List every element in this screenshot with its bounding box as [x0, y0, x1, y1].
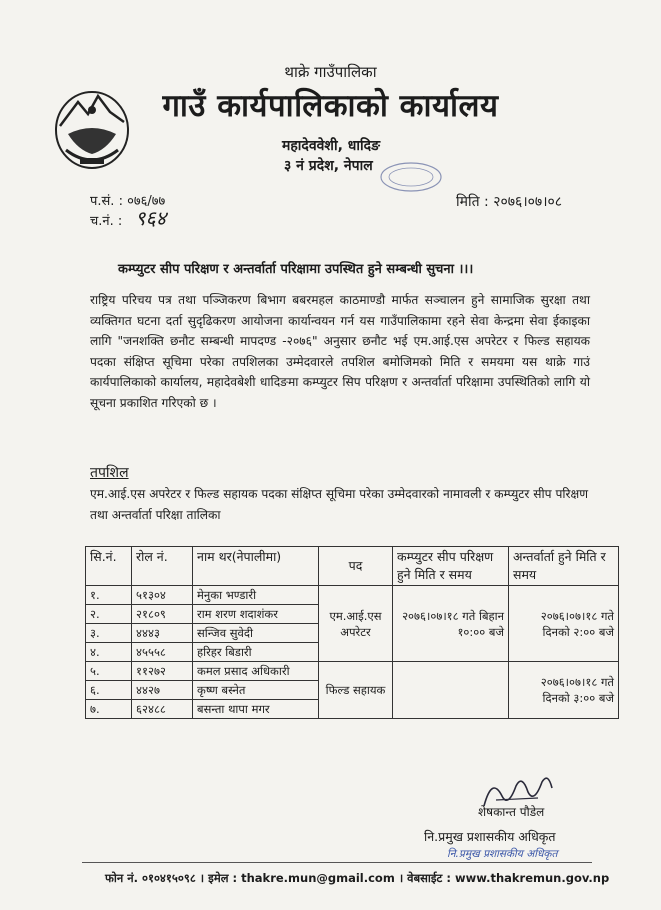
cell-name: बसन्ता थापा मगर	[193, 700, 319, 719]
cell-sn: ४.	[86, 643, 132, 662]
cell-sn: ६.	[86, 681, 132, 700]
signatory-designation: नि.प्रमुख प्रशासकीय अधिकृत	[424, 829, 556, 844]
org-title: गाउँ कार्यपालिकाको कार्यालय	[162, 88, 499, 124]
cell-interview-group1: २०७६।०७।१८ गते दिनको २:०० बजे	[509, 586, 619, 662]
body-paragraph: राष्ट्रिय परिचय पत्र तथा पञ्जिकरण बिभाग बबरमहल काठमाण्डौ मार्फत सञ्चालन हुने सामाजिक सुरक्षा तथा व्यक्तिगत घटना दर्ता सुदृढिकरण आयोजना कार्यान्वयन गर्न यस गाउँपालिकामा रहने सेवा केन्द्रमा सेवा ईकाइका लागि "जनशक्ति छनौट सम्बन्धी मापदण्ड -२०७६" अनुसार छनौट भई एम.आई.एस अपरेटर र फिल्ड सहायक पदका संक्षिप्त सूचिमा परेका तपशिलका उम्मेदवारले तपशिल बमोजिमको मिति र समयमा यस थाक्रे गाउं कार्यपालिकाको कार्यालय, महादेवबेशी धादिङमा कम्प्युटर सिप परिक्षण र अन्तर्वार्ता परिक्षामा उपस्थितिको लागि यो सूचना प्रकाशित गरिएको छ ।	[90, 293, 590, 410]
dispatch-number-label: च.नं. :	[90, 214, 123, 229]
cell-roll: ६२४८८	[132, 700, 193, 719]
col-interview-header: अन्तर्वार्ता हुने मिति र समय	[509, 547, 619, 586]
footer-contact: फोन नं. ०१०४१५०९८ । इमेल : thakre.mun@gmail.com । वेबसाईट : www.thakremun.gov.np	[105, 871, 610, 885]
table-row	[86, 662, 619, 681]
details-heading: तपशिल	[90, 465, 129, 481]
cell-name: कृष्ण बस्नेत	[193, 681, 319, 700]
reference-number: प.सं. : ०७६/७७	[90, 194, 166, 209]
cell-sn: ७.	[86, 700, 132, 719]
cell-name: मेनुका भण्डारी	[193, 586, 319, 605]
cell-post-group2: फिल्ड सहायक	[319, 662, 393, 719]
cell-name: हरिहर बिडारी	[193, 643, 319, 662]
cell-sn: ३.	[86, 624, 132, 643]
candidate-table	[85, 546, 619, 719]
cell-name: सन्जिव सुवेदी	[193, 624, 319, 643]
org-subtitle: थाक्रे गाउँपालिका	[284, 63, 377, 81]
designation-seal: नि.प्रमुख प्रशासकीय अधिकृत	[447, 848, 558, 860]
letter-date: मिति : २०७६।०७।०८	[456, 194, 563, 210]
cell-roll: २१८०९	[132, 605, 193, 624]
table-row	[86, 586, 619, 605]
cell-roll: ४५५५८	[132, 643, 193, 662]
office-stamp-icon	[376, 160, 446, 194]
details-description: एम.आई.एस अपरेटर र फिल्ड सहायक पदका संक्षिप्त सूचिमा परेका उम्मेदवारको नामावली र कम्प्युटर सीप परिक्षण तथा अन्तर्वार्ता परिक्षा तालिका	[90, 487, 589, 522]
col-name-header: नाम थर(नेपालीमा)	[193, 547, 319, 586]
address-line-1: महादेववेशी, धादिङ	[282, 138, 380, 154]
subject-line: कम्प्युटर सीप परिक्षण र अन्तर्वार्ता परिक्षामा उपस्थित हुने सम्बन्धी सुचना ।।।	[118, 262, 474, 277]
cell-post-group1: एम.आई.एस अपरेटर	[319, 586, 393, 662]
cell-sn: १.	[86, 586, 132, 605]
col-roll-header: रोल नं.	[132, 547, 193, 586]
col-sn-header: सि.नं.	[86, 547, 132, 586]
cell-roll: ५१३०४	[132, 586, 193, 605]
table-header-row	[86, 547, 619, 586]
cell-name: राम शरण शदाशंकर	[193, 605, 319, 624]
cell-roll: ४४२७	[132, 681, 193, 700]
address-line-2: ३ नं प्रदेश, नेपाल	[284, 158, 373, 174]
cell-computer-test-group1: २०७६।०७।१८ गते बिहान १०:०० बजे	[393, 586, 509, 662]
cell-name: कमल प्रसाद अधिकारी	[193, 662, 319, 681]
col-post-header: पद	[319, 547, 393, 586]
cell-roll: ४४४३	[132, 624, 193, 643]
cell-computer-test-group2	[393, 662, 509, 719]
cell-interview-group2: २०७६।०७।१८ गते दिनको ३:०० बजे	[509, 662, 619, 719]
col-computer-test-header: कम्प्युटर सीप परिक्षण हुने मिति र समय	[393, 547, 509, 586]
signatory-name: शेषकान्त पौडेल	[478, 805, 545, 819]
dispatch-number-value: ९६४	[135, 206, 167, 230]
cell-roll: ११२७२	[132, 662, 193, 681]
cell-sn: २.	[86, 605, 132, 624]
cell-sn: ५.	[86, 662, 132, 681]
footer-divider	[82, 862, 592, 863]
